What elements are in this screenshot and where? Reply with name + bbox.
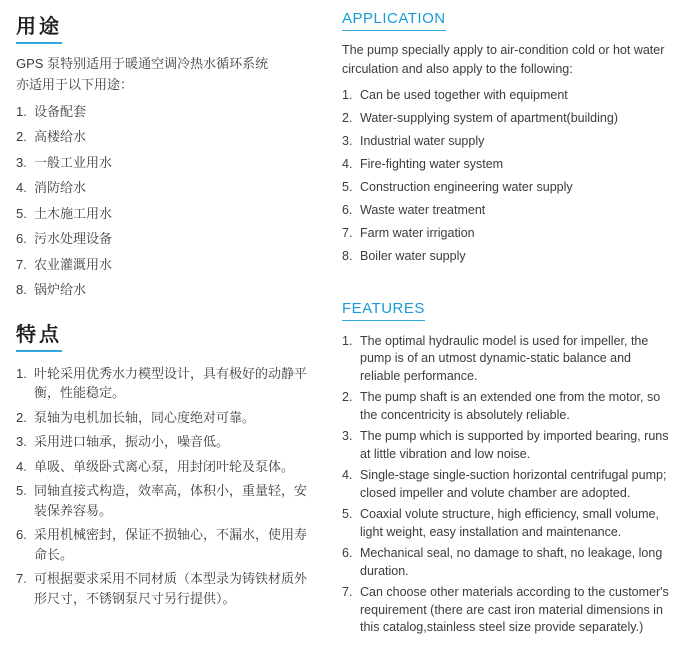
list-item-text: Can be used together with equipment	[360, 87, 568, 102]
list-item	[16, 364, 316, 403]
list-item-number: 2.	[16, 129, 27, 145]
list-item-text: Mechanical seal, no damage to shaft, no leakage, long duration.	[360, 546, 663, 578]
section-features-cn	[16, 318, 316, 609]
list-item-text: Fire-fighting water system	[360, 156, 504, 171]
list-item	[342, 155, 674, 173]
features-en-heading: FEATURES	[342, 300, 425, 321]
list-item-number: 3.	[16, 154, 27, 170]
list-item-number: 5.	[342, 180, 353, 194]
list-item-text: 采用进口轴承，振动小，噪音低。	[34, 434, 230, 450]
list-item	[16, 204, 316, 224]
list-item-number: 1.	[16, 103, 27, 119]
list-item-text: Waste water treatment	[360, 203, 486, 218]
list-item	[342, 389, 674, 424]
list-item-number: 7.	[16, 571, 27, 587]
list-item-text: 消防给水	[34, 180, 87, 196]
list-item-number: 5.	[16, 205, 27, 221]
list-item-number: 4.	[342, 468, 353, 482]
list-item-number: 5.	[342, 507, 353, 521]
list-item	[342, 109, 674, 127]
list-item-text: 锅炉给水	[34, 282, 87, 298]
list-item-text: 同轴直接式构造，效率高，体积小，重量轻，安装保养容易。	[34, 483, 308, 518]
list-item-text: Can choose other materials according to the customer's requirement (there are cast iron material dimensions in this catalog,stainless steel size provide separately.)	[360, 585, 669, 634]
column-english	[342, 10, 674, 641]
list-item-text: 泵轴为电机加长轴，同心度绝对可靠。	[34, 409, 256, 425]
list-item-number: 7.	[16, 256, 27, 272]
list-item	[342, 506, 674, 541]
list-item-number: 8.	[342, 249, 353, 264]
list-item-number: 6.	[342, 546, 353, 560]
list-item	[16, 229, 316, 249]
features-cn-list	[16, 364, 316, 609]
application-en-intro: The pump specially apply to air-condition cold or hot water circulation and also apply to the following:	[342, 43, 665, 76]
application-en-list	[342, 86, 674, 266]
list-item	[16, 102, 316, 122]
list-item-number: 6.	[16, 527, 27, 543]
list-item	[342, 545, 674, 580]
list-item-number: 2.	[342, 390, 353, 404]
list-item-number: 1.	[16, 365, 27, 381]
list-item-number: 1.	[342, 87, 353, 102]
list-item-text: Single-stage single-suction horizontal centrifugal pump; closed impeller and volute chamber are adopted.	[360, 468, 667, 500]
list-item-text: Construction engineering water supply	[360, 180, 573, 194]
list-item-number: 6.	[342, 203, 353, 218]
list-item-text: 土木施工用水	[34, 205, 113, 221]
list-item-number: 4.	[16, 458, 27, 474]
column-chinese	[16, 10, 316, 641]
list-item-number: 6.	[16, 231, 27, 247]
list-item-number: 5.	[16, 483, 27, 499]
list-item	[16, 525, 316, 564]
list-item	[16, 408, 316, 428]
list-item	[16, 481, 316, 520]
list-item-text: The pump which is supported by imported bearing, runs at little vibration and low noise.	[360, 429, 669, 461]
list-item	[16, 280, 316, 300]
list-item	[16, 569, 316, 608]
list-item	[342, 201, 674, 219]
list-item-text: 单吸、单级卧式离心泵，用封闭叶轮及泵体。	[34, 458, 295, 474]
list-item-text: Boiler water supply	[360, 249, 466, 264]
features-cn-heading: 特点	[16, 318, 62, 352]
list-item	[16, 127, 316, 147]
list-item-text: Industrial water supply	[360, 133, 485, 148]
list-item	[16, 255, 316, 275]
list-item	[342, 224, 674, 242]
list-item-number: 2.	[342, 110, 353, 125]
list-item	[342, 428, 674, 463]
list-item	[16, 432, 316, 452]
section-usage-cn	[16, 10, 316, 300]
list-item-number: 3.	[342, 133, 353, 148]
list-item	[342, 584, 674, 637]
list-item	[342, 86, 674, 104]
usage-cn-list	[16, 102, 316, 300]
list-item	[342, 333, 674, 386]
list-item-text: 高楼给水	[34, 129, 87, 145]
list-item	[16, 153, 316, 173]
list-item	[342, 247, 674, 265]
list-item-number: 3.	[16, 434, 27, 450]
section-application-en	[342, 10, 674, 266]
list-item	[342, 132, 674, 150]
list-item-text: 农业灌溉用水	[34, 256, 113, 272]
list-item-text: 叶轮采用优秀水力模型设计，具有极好的动静平衡，性能稳定。	[34, 365, 308, 401]
list-item-text: 一般工业用水	[34, 154, 113, 170]
list-item	[16, 457, 316, 477]
list-item-text: The optimal hydraulic model is used for impeller, the pump is of an utmost dynamic-static balance and reliable performance.	[360, 333, 649, 383]
features-en-list	[342, 333, 674, 637]
usage-cn-heading: 用途	[16, 10, 62, 44]
list-item	[342, 178, 674, 196]
usage-cn-intro-line1: GPS 泵特别适用于暖通空调冷热水循环系统	[16, 56, 269, 71]
list-item-number: 4.	[342, 156, 353, 171]
application-en-heading: APPLICATION	[342, 10, 446, 31]
list-item-text: 设备配套	[34, 103, 87, 119]
list-item-text: Coaxial volute structure, high efficiency, small volume, light weight, easy installation and maintenance.	[360, 507, 659, 539]
list-item-number: 2.	[16, 409, 27, 425]
list-item-text: The pump shaft is an extended one from the motor, so the concentricity is absolutely reliable.	[360, 390, 661, 422]
section-features-en	[342, 300, 674, 637]
list-item-text: Farm water irrigation	[360, 226, 475, 241]
usage-cn-intro-line2: 亦适用于以下用途：	[16, 76, 134, 92]
list-item-number: 3.	[342, 429, 353, 443]
list-item-number: 7.	[342, 226, 353, 241]
list-item	[16, 178, 316, 198]
list-item-text: Water-supplying system of apartment(building)	[360, 110, 618, 125]
list-item-text: 污水处理设备	[34, 231, 113, 247]
list-item-text: 可根据要求采用不同材质（本型录为铸铁材质外形尺寸，不锈钢泵尺寸另行提供）。	[34, 571, 308, 606]
list-item-number: 4.	[16, 180, 27, 196]
list-item-text: 采用机械密封，保证不损轴心，不漏水，使用寿命长。	[34, 527, 308, 562]
list-item-number: 7.	[342, 585, 353, 599]
list-item-number: 1.	[342, 333, 353, 348]
list-item-number: 8.	[16, 282, 27, 298]
list-item	[342, 467, 674, 502]
